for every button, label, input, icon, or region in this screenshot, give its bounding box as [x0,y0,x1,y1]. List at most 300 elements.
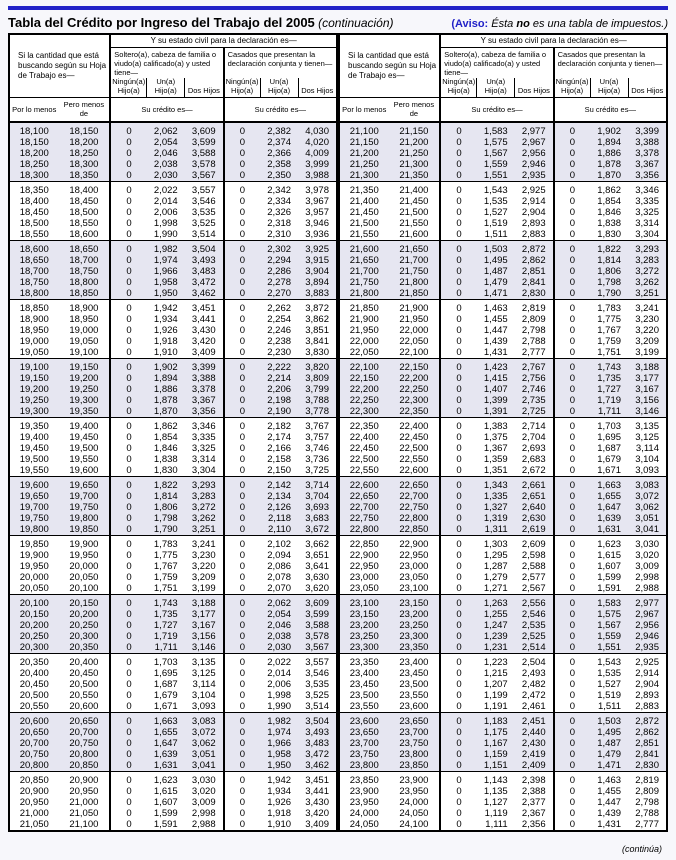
credit-married-no-children: 0 [224,418,260,433]
income-less-than: 22,050 [399,336,429,348]
credit-married-two-children: 2,830 [628,760,667,772]
income-less-than: 23,050 [399,572,429,584]
credit-single-one-child: 1,383 [477,418,515,433]
income-less-than: 19,100 [69,347,99,359]
credit-single-no-children: 0 [440,595,476,610]
credit-married-one-child: 1,854 [597,196,622,208]
credit-single-no-children: 0 [440,122,476,137]
table-row [339,609,667,620]
credit-married-no-children: 0 [554,218,590,229]
income-at-least: 20,400 [19,668,49,680]
credit-single-two-children: 3,346 [185,418,224,433]
credit-single-two-children: 3,304 [191,465,216,477]
credit-single-one-child: 1,998 [153,218,178,230]
credit-married-no-children: 0 [554,122,590,137]
income-at-least: 21,100 [339,122,388,137]
credit-single-no-children: 0 [440,808,476,819]
credit-married-two-children: 2,946 [628,631,667,642]
credit-single-two-children: 3,199 [191,583,216,595]
credit-single-one-child: 1,247 [477,620,515,631]
credit-single-no-children: 0 [440,373,476,384]
credit-single-no-children: 0 [110,241,146,256]
income-less-than: 23,950 [399,786,429,798]
credit-married-one-child: 1,447 [597,797,622,809]
credit-married-no-children: 0 [224,465,260,477]
credit-single-two-children: 2,967 [515,137,554,148]
credit-married-one-child: 1,591 [597,583,622,595]
credit-married-one-child: 2,086 [267,561,292,573]
credit-married-no-children: 0 [554,170,590,182]
credit-single-two-children: 2,841 [515,277,554,288]
credit-single-one-child: 1,703 [147,654,185,669]
income-at-least: 19,850 [9,536,58,551]
credit-married-no-children: 0 [224,797,260,808]
credit-married-one-child: 2,382 [260,122,298,137]
credit-single-two-children: 2,630 [515,513,554,524]
credit-single-one-child: 1,958 [147,277,185,288]
credit-married-no-children: 0 [224,513,260,524]
credit-married-no-children: 0 [554,229,590,241]
table-row [339,255,667,266]
table-row [9,786,337,797]
credit-single-one-child: 1,311 [477,524,515,536]
income-less-than: 21,050 [69,808,99,820]
table-row [339,288,667,300]
credit-single-no-children: 0 [110,395,146,406]
credit-single-two-children: 2,409 [515,760,554,772]
income-at-least: 18,450 [19,207,49,219]
table-row [9,359,337,374]
credit-married-one-child: 2,118 [260,513,298,524]
income-at-least: 23,250 [339,631,388,642]
income-less-than: 24,100 [399,819,429,831]
income-at-least: 19,450 [19,443,49,455]
credit-single-no-children: 0 [110,196,146,207]
credit-single-one-child: 1,798 [147,513,185,524]
credit-single-no-children: 0 [440,325,476,336]
credit-single-one-child: 1,926 [153,325,178,337]
credit-single-no-children: 0 [110,668,146,679]
credit-single-no-children: 0 [110,713,146,728]
credit-single-no-children: 0 [110,336,146,347]
income-at-least: 20,650 [9,727,58,738]
income-at-least: 23,150 [339,609,388,620]
table-row [339,359,667,374]
credit-married-one-child: 1,838 [597,218,622,230]
credit-single-one-child: 1,775 [153,550,178,562]
income-less-than: 22,200 [388,373,440,384]
credit-married-no-children: 0 [554,477,590,492]
credit-single-two-children: 3,030 [185,772,224,787]
table-row [339,524,667,536]
credit-single-two-children: 2,598 [521,550,546,562]
credit-married-no-children: 0 [224,491,260,502]
credit-married-no-children: 0 [554,561,590,572]
credit-married-no-children: 0 [554,727,590,738]
table-row [339,465,667,477]
table-row [9,454,337,465]
income-at-least: 21,400 [349,196,379,208]
income-less-than: 22,450 [399,432,429,444]
credit-single-no-children: 0 [110,454,146,465]
credit-single-one-child: 1,902 [147,359,185,374]
credit-married-no-children: 0 [224,218,260,229]
credit-married-two-children: 3,578 [298,631,337,642]
credit-married-two-children: 3,399 [628,122,667,137]
credit-married-no-children: 0 [224,122,260,137]
credit-single-no-children: 0 [110,797,146,808]
table-row [9,738,337,749]
credit-married-two-children: 3,799 [298,384,337,395]
credit-single-two-children: 2,430 [515,738,554,749]
credit-married-no-children: 0 [554,196,590,207]
credit-married-two-children: 3,535 [305,679,329,691]
credit-single-one-child: 1,439 [483,336,508,348]
credit-married-one-child: 2,182 [260,418,298,433]
credit-married-one-child: 1,814 [590,255,628,266]
table-row [9,159,337,170]
credit-single-two-children: 2,683 [521,454,546,466]
credit-married-no-children: 0 [224,701,260,713]
table-row [339,170,667,182]
credit-married-no-children: 0 [224,266,260,277]
income-less-than: 18,550 [69,218,99,230]
income-at-least: 20,100 [9,595,58,610]
table-row [339,406,667,418]
header-col-no-children: Ningún(a) Hijo(a) [224,78,260,98]
income-at-least: 20,700 [9,738,58,749]
credit-single-one-child: 1,263 [477,595,515,610]
credit-single-two-children: 3,483 [185,266,224,277]
income-less-than: 22,400 [388,418,440,433]
income-less-than: 21,850 [388,288,440,300]
credit-single-one-child: 1,982 [147,241,185,256]
credit-single-two-children: 3,220 [191,561,216,573]
credit-married-no-children: 0 [554,491,590,502]
income-less-than: 20,850 [58,760,110,772]
income-less-than: 22,650 [388,477,440,492]
credit-single-two-children: 2,640 [515,502,554,513]
credit-married-one-child: 2,070 [267,583,292,595]
credit-married-two-children: 3,925 [298,241,337,256]
income-less-than: 22,750 [388,502,440,513]
income-at-least: 22,250 [339,395,388,406]
credit-married-one-child: 1,942 [260,772,298,787]
credit-single-two-children: 3,535 [191,207,216,219]
income-at-least: 21,350 [339,182,388,197]
table-row [9,465,337,477]
credit-married-no-children: 0 [224,432,260,443]
credit-married-no-children: 0 [224,314,260,325]
credit-married-one-child: 2,022 [260,654,298,669]
header-credit-is: Su crédito es— [110,98,223,123]
table-row [339,418,667,433]
table-row [9,808,337,819]
credit-single-two-children: 3,451 [185,300,224,315]
credit-single-one-child: 1,790 [147,524,185,536]
notice-emphasis: no [516,18,530,30]
credit-single-two-children: 3,420 [191,336,216,348]
credit-married-two-children: 3,262 [628,277,667,288]
credit-married-two-children: 3,567 [298,642,337,654]
income-at-least: 22,050 [349,347,379,359]
income-less-than: 18,950 [69,314,99,326]
rate-table-right [338,33,668,832]
credit-single-one-child: 1,127 [483,797,508,809]
income-less-than: 23,300 [388,631,440,642]
credit-single-two-children: 3,293 [185,477,224,492]
credit-single-one-child: 1,431 [483,347,508,359]
income-at-least: 18,650 [9,255,58,266]
header-at-least: Por lo menos [339,98,388,123]
credit-single-no-children: 0 [440,679,476,690]
table-row [339,122,667,137]
credit-married-two-children: 3,420 [305,808,329,820]
credit-single-no-children: 0 [110,218,146,229]
credit-married-one-child: 1,966 [260,738,298,749]
credit-single-two-children: 3,272 [185,502,224,513]
credit-married-one-child: 2,190 [260,406,298,418]
credit-single-two-children: 3,125 [191,668,216,680]
credit-married-two-children: 3,304 [635,229,659,241]
credit-married-one-child: 1,878 [590,159,628,170]
income-at-least: 23,750 [339,749,388,760]
income-less-than: 20,800 [58,749,110,760]
credit-married-no-children: 0 [554,819,590,831]
credit-married-two-children: 3,683 [298,513,337,524]
credit-married-one-child: 1,759 [597,336,622,348]
income-less-than: 18,350 [58,170,110,182]
credit-single-no-children: 0 [440,583,476,595]
income-at-least: 18,900 [19,314,49,326]
credit-married-two-children: 3,283 [628,255,667,266]
credit-married-no-children: 0 [554,654,590,669]
credit-married-no-children: 0 [554,406,590,418]
credit-married-no-children: 0 [554,642,590,654]
income-less-than: 19,300 [58,395,110,406]
credit-single-two-children: 3,062 [185,738,224,749]
credit-married-no-children: 0 [224,288,260,300]
header-col-one-child: Un(a) Hijo(a) [477,78,515,98]
income-at-least: 19,900 [19,550,49,562]
credit-single-two-children: 3,546 [191,196,216,208]
credit-married-two-children: 2,925 [628,654,667,669]
credit-single-one-child: 1,639 [147,749,185,760]
income-less-than: 23,700 [388,727,440,738]
credit-single-two-children: 2,893 [521,218,546,230]
table-row [9,620,337,631]
income-at-least: 21,550 [349,229,379,241]
credit-married-one-child: 2,310 [267,229,292,241]
credit-married-one-child: 1,703 [590,418,628,433]
credit-married-one-child: 2,222 [260,359,298,374]
credit-married-one-child: 1,990 [267,701,292,713]
credit-single-two-children: 3,104 [191,690,216,702]
income-less-than: 21,950 [399,314,429,326]
credit-married-two-children: 3,177 [628,373,667,384]
credit-married-one-child: 1,727 [590,384,628,395]
table-row [9,384,337,395]
income-at-least: 19,400 [19,432,49,444]
credit-single-one-child: 1,511 [484,229,508,241]
credit-single-two-children: 2,946 [515,159,554,170]
credit-married-no-children: 0 [224,536,260,551]
income-less-than: 19,850 [58,524,110,536]
table-row [339,336,667,347]
credit-single-no-children: 0 [440,148,476,159]
income-less-than: 18,750 [58,266,110,277]
income-at-least: 21,000 [19,808,49,820]
table-row [9,241,337,256]
table-row [339,266,667,277]
credit-married-no-children: 0 [554,373,590,384]
credit-married-two-children: 3,041 [628,524,667,536]
income-at-least: 21,700 [339,266,388,277]
income-less-than: 22,550 [399,454,429,466]
credit-married-two-children: 3,125 [635,432,659,444]
credit-married-one-child: 2,278 [260,277,298,288]
income-less-than: 18,400 [58,182,110,197]
credit-single-no-children: 0 [110,384,146,395]
income-less-than: 23,600 [399,701,429,713]
credit-married-no-children: 0 [554,524,590,536]
income-at-least: 19,150 [9,373,58,384]
credit-single-two-children: 3,283 [185,491,224,502]
credit-married-two-children: 3,736 [305,454,329,466]
header-col-two-children: Dos Hijos [185,78,224,98]
credit-single-one-child: 2,030 [147,170,185,182]
credit-single-no-children: 0 [110,229,146,241]
credit-married-one-child: 1,934 [267,786,292,798]
credit-single-no-children: 0 [440,609,476,620]
credit-married-no-children: 0 [554,550,590,561]
credit-single-one-child: 1,207 [483,679,508,691]
credit-single-no-children: 0 [110,727,146,738]
credit-single-one-child: 1,295 [483,550,508,562]
credit-single-no-children: 0 [440,668,476,679]
credit-single-no-children: 0 [110,159,146,170]
credit-married-no-children: 0 [554,583,590,595]
header-col-one-child: Un(a) Hijo(a) [590,78,628,98]
credit-single-no-children: 0 [110,122,146,137]
income-less-than: 23,750 [388,738,440,749]
credit-single-two-children: 3,525 [191,218,216,230]
credit-married-no-children: 0 [224,359,260,374]
title-bar [8,15,668,30]
credit-married-two-children: 3,609 [298,595,337,610]
income-at-least: 20,950 [19,797,49,809]
credit-single-one-child: 1,391 [477,406,515,418]
header-less-than: Pero menos de [58,98,110,123]
credit-married-no-children: 0 [554,465,590,477]
credit-single-no-children: 0 [110,595,146,610]
credit-married-no-children: 0 [224,502,260,513]
credit-married-two-children: 3,483 [298,738,337,749]
income-at-least: 20,550 [19,701,49,713]
credit-married-one-child: 2,142 [260,477,298,492]
credit-single-two-children: 3,020 [191,786,216,798]
table-row [9,122,337,137]
income-less-than: 19,700 [58,491,110,502]
credit-married-one-child: 1,551 [590,642,628,654]
credit-single-one-child: 1,487 [477,266,515,277]
credit-single-one-child: 1,990 [153,229,178,241]
credit-single-two-children: 3,146 [185,642,224,654]
income-less-than: 23,550 [399,690,429,702]
credit-married-two-children: 3,830 [305,347,329,359]
income-at-least: 18,500 [19,218,49,230]
credit-married-no-children: 0 [554,502,590,513]
credit-married-no-children: 0 [224,713,260,728]
credit-single-one-child: 1,359 [483,454,508,466]
credit-married-no-children: 0 [554,241,590,256]
income-less-than: 18,900 [58,300,110,315]
credit-married-no-children: 0 [224,241,260,256]
income-less-than: 21,300 [388,159,440,170]
credit-single-two-children: 2,872 [515,241,554,256]
credit-single-no-children: 0 [440,491,476,502]
table-row [339,159,667,170]
income-at-least: 21,850 [339,300,388,315]
credit-married-no-children: 0 [224,609,260,620]
credit-married-no-children: 0 [554,300,590,315]
table-row [9,561,337,572]
credit-single-no-children: 0 [440,347,476,359]
credit-single-no-children: 0 [440,513,476,524]
credit-single-two-children: 2,472 [521,690,546,702]
header-col-two-children: Dos Hijos [515,78,554,98]
income-less-than: 21,000 [69,797,99,809]
income-less-than: 21,250 [388,148,440,159]
credit-single-no-children: 0 [110,325,146,336]
credit-single-no-children: 0 [110,701,146,713]
table-row [9,477,337,492]
credit-single-one-child: 1,870 [147,406,185,418]
credit-married-two-children: 3,441 [305,786,329,798]
credit-single-one-child: 1,679 [153,690,178,702]
table-row [9,266,337,277]
credit-married-no-children: 0 [224,373,260,384]
table-row [9,196,337,207]
income-at-least: 19,700 [9,502,58,513]
income-less-than: 23,450 [399,668,429,680]
page-title [8,15,394,30]
credit-single-one-child: 1,918 [153,336,178,348]
credit-married-one-child: 2,158 [267,454,292,466]
income-less-than: 22,600 [399,465,429,477]
credit-married-no-children: 0 [554,182,590,197]
credit-single-one-child: 1,878 [147,395,185,406]
income-less-than: 20,000 [69,561,99,573]
credit-single-one-child: 1,479 [477,277,515,288]
credit-single-one-child: 1,167 [477,738,515,749]
income-less-than: 20,400 [58,654,110,669]
credit-married-no-children: 0 [224,300,260,315]
credit-married-two-children: 3,904 [298,266,337,277]
credit-married-two-children: 3,104 [635,454,659,466]
credit-married-one-child: 1,687 [597,443,622,455]
table-row [339,513,667,524]
table-row [9,749,337,760]
income-less-than: 21,750 [388,266,440,277]
credit-married-two-children: 3,620 [305,583,329,595]
credit-married-one-child: 2,006 [267,679,292,691]
income-less-than: 23,000 [399,561,429,573]
credit-married-no-children: 0 [224,207,260,218]
credit-married-one-child: 2,014 [267,668,292,680]
table-row [339,713,667,728]
table-row [9,314,337,325]
